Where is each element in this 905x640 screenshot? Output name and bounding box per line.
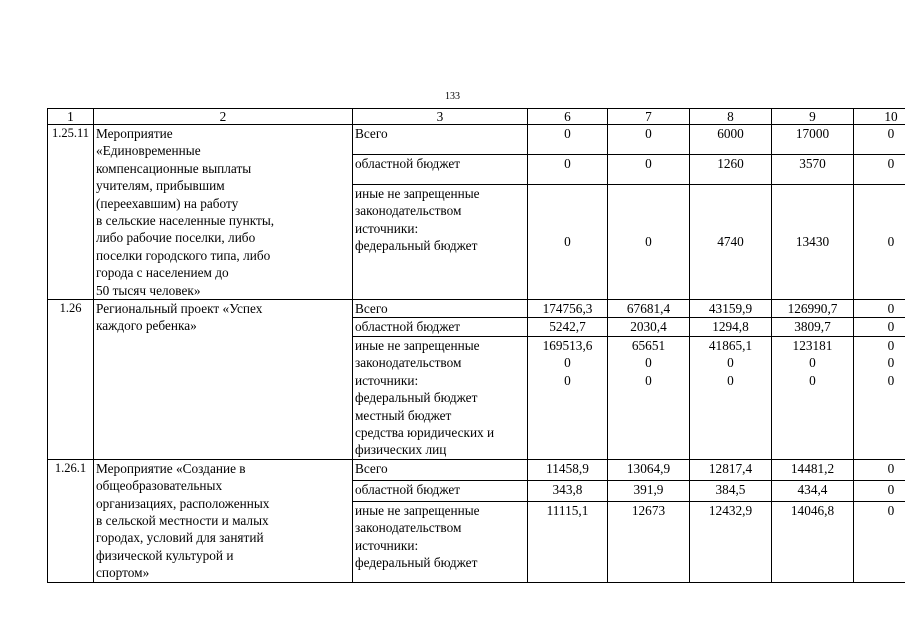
value-cell-multi (690, 501, 772, 582)
source-line: федеральный бюджет (355, 238, 478, 254)
source-line: источники: (355, 220, 419, 236)
value-cell: 12817,4 (690, 459, 772, 480)
value-line: 0 (887, 337, 895, 353)
value-cell: 343,8 (528, 480, 608, 501)
source-label-total: Всего (353, 459, 528, 480)
table-row-total (48, 459, 905, 480)
description-line: организациях, расположенных (96, 495, 270, 511)
value-line: 0 (887, 372, 895, 388)
value-cell-multi (772, 184, 854, 299)
value-cell: 434,4 (772, 480, 854, 501)
source-line: иные не запрещенные (355, 502, 480, 518)
description-line: 50 тысяч человек» (96, 282, 201, 298)
source-line: местный бюджет (355, 407, 452, 423)
description-line: общеобразовательных (96, 478, 223, 494)
row-description (94, 125, 353, 300)
value-cell: 0 (854, 125, 905, 155)
description-line: Мероприятие «Создание в (96, 460, 246, 476)
description-line: учителям, прибывшим (96, 178, 225, 194)
header-row (48, 109, 905, 125)
value-cell: 2030,4 (608, 318, 690, 336)
source-label-regional: областной бюджет (353, 480, 528, 501)
value-line: 65651 (631, 337, 666, 353)
value-cell: 67681,4 (608, 300, 690, 318)
value-cell: 1294,8 (690, 318, 772, 336)
source-line: федеральный бюджет (355, 555, 478, 570)
value-line: 0 (809, 372, 816, 388)
source-label-total: Всего (353, 300, 528, 318)
source-label-total: Всего (353, 125, 528, 155)
row-description (94, 300, 353, 460)
description-line: спортом» (96, 565, 150, 581)
value-line: 123181 (792, 337, 833, 353)
description-line: Региональный проект «Успех (96, 301, 263, 317)
value-line: 0 (887, 502, 895, 518)
description-line: «Единовременные (96, 143, 201, 159)
value-cell-multi (772, 501, 854, 582)
value-cell: 0 (854, 154, 905, 184)
value-cell: 0 (854, 459, 905, 480)
source-label-other (353, 501, 528, 582)
value-cell: 1260 (690, 154, 772, 184)
value-line: 4740 (717, 234, 744, 250)
value-cell-multi (528, 184, 608, 299)
value-cell: 3809,7 (772, 318, 854, 336)
col-header-2: 2 (94, 109, 353, 125)
description-line: городах, условий для занятий (96, 530, 264, 546)
value-cell-multi (854, 184, 905, 299)
description-line: города с населением до (96, 265, 229, 281)
value-line: 0 (727, 355, 734, 371)
source-line: законодательством (355, 203, 462, 219)
value-line: 0 (727, 372, 734, 388)
row-code: 1.26.1 (48, 459, 94, 582)
value-cell: 0 (528, 154, 608, 184)
value-cell-multi (608, 501, 690, 582)
value-line: 0 (645, 372, 652, 388)
description-line: компенсационные выплаты (96, 160, 252, 176)
value-cell: 6000 (690, 125, 772, 155)
value-cell: 0 (608, 154, 690, 184)
value-cell: 126990,7 (772, 300, 854, 318)
value-cell: 384,5 (690, 480, 772, 501)
value-cell: 0 (854, 318, 905, 336)
source-line: законодательством (355, 520, 462, 536)
col-header-8: 8 (690, 109, 772, 125)
source-label-other (353, 336, 528, 459)
description-line: поселки городского типа, либо (96, 247, 271, 263)
description-line: физической культурой и (96, 547, 234, 563)
col-header-7: 7 (608, 109, 690, 125)
table-row-total (48, 125, 905, 155)
value-cell-multi (854, 501, 905, 582)
description-line: в сельской местности и малых (96, 512, 269, 528)
value-cell: 43159,9 (690, 300, 772, 318)
value-cell: 13064,9 (608, 459, 690, 480)
value-line: 12673 (631, 502, 666, 518)
value-line: 13430 (795, 234, 830, 250)
value-line: 0 (887, 355, 895, 371)
description-line: Мероприятие (96, 126, 173, 141)
source-line: источники: (355, 372, 419, 388)
value-cell: 391,9 (608, 480, 690, 501)
value-cell: 174756,3 (528, 300, 608, 318)
row-code: 1.25.11 (48, 125, 94, 300)
value-line: 0 (645, 355, 652, 371)
value-line: 0 (645, 234, 652, 250)
value-cell-multi (528, 501, 608, 582)
value-cell-multi (608, 336, 690, 459)
value-line: 0 (809, 355, 816, 371)
row-description (94, 459, 353, 582)
col-header-9: 9 (772, 109, 854, 125)
value-cell: 0 (854, 480, 905, 501)
source-line: законодательством (355, 355, 462, 371)
value-cell-multi (608, 184, 690, 299)
source-label-other (353, 184, 528, 299)
value-cell-multi (772, 336, 854, 459)
source-label-regional: областной бюджет (353, 318, 528, 336)
col-header-6: 6 (528, 109, 608, 125)
source-line: средства юридических и (355, 424, 495, 440)
value-cell: 0 (854, 300, 905, 318)
col-header-1: 1 (48, 109, 94, 125)
value-line: 0 (564, 372, 571, 388)
value-cell-multi (690, 336, 772, 459)
row-code: 1.26 (48, 300, 94, 460)
col-header-10: 10 (854, 109, 905, 125)
value-cell: 5242,7 (528, 318, 608, 336)
value-cell: 11458,9 (528, 459, 608, 480)
value-cell: 3570 (772, 154, 854, 184)
value-line: 41865,1 (708, 337, 753, 353)
value-line: 0 (887, 234, 895, 250)
description-line: каждого ребенка» (96, 318, 197, 334)
value-line: 0 (564, 355, 571, 371)
table-row-total (48, 300, 905, 318)
description-line: (переехавшим) на работу (96, 195, 239, 211)
value-line: 11115,1 (546, 502, 589, 518)
description-line: либо рабочие поселки, либо (96, 230, 256, 246)
source-line: иные не запрещенные (355, 185, 480, 201)
value-line: 169513,6 (542, 337, 593, 353)
value-cell: 17000 (772, 125, 854, 155)
value-cell-multi (690, 184, 772, 299)
source-line: иные не запрещенные (355, 337, 480, 353)
value-cell-multi (854, 336, 905, 459)
col-header-3: 3 (353, 109, 528, 125)
value-cell-multi (528, 336, 608, 459)
source-line: источники: (355, 537, 419, 553)
value-cell: 0 (528, 125, 608, 155)
value-line: 0 (564, 234, 571, 250)
description-line: в сельские населенные пункты, (96, 213, 275, 229)
source-line: физических лиц (355, 442, 447, 458)
value-line: 14046,8 (790, 502, 835, 518)
value-cell: 14481,2 (772, 459, 854, 480)
source-label-regional: областной бюджет (353, 154, 528, 184)
source-line: федеральный бюджет (355, 390, 478, 406)
value-line: 12432,9 (708, 502, 753, 518)
value-cell: 0 (608, 125, 690, 155)
page-number: 133 (445, 91, 460, 102)
budget-table (47, 108, 905, 583)
